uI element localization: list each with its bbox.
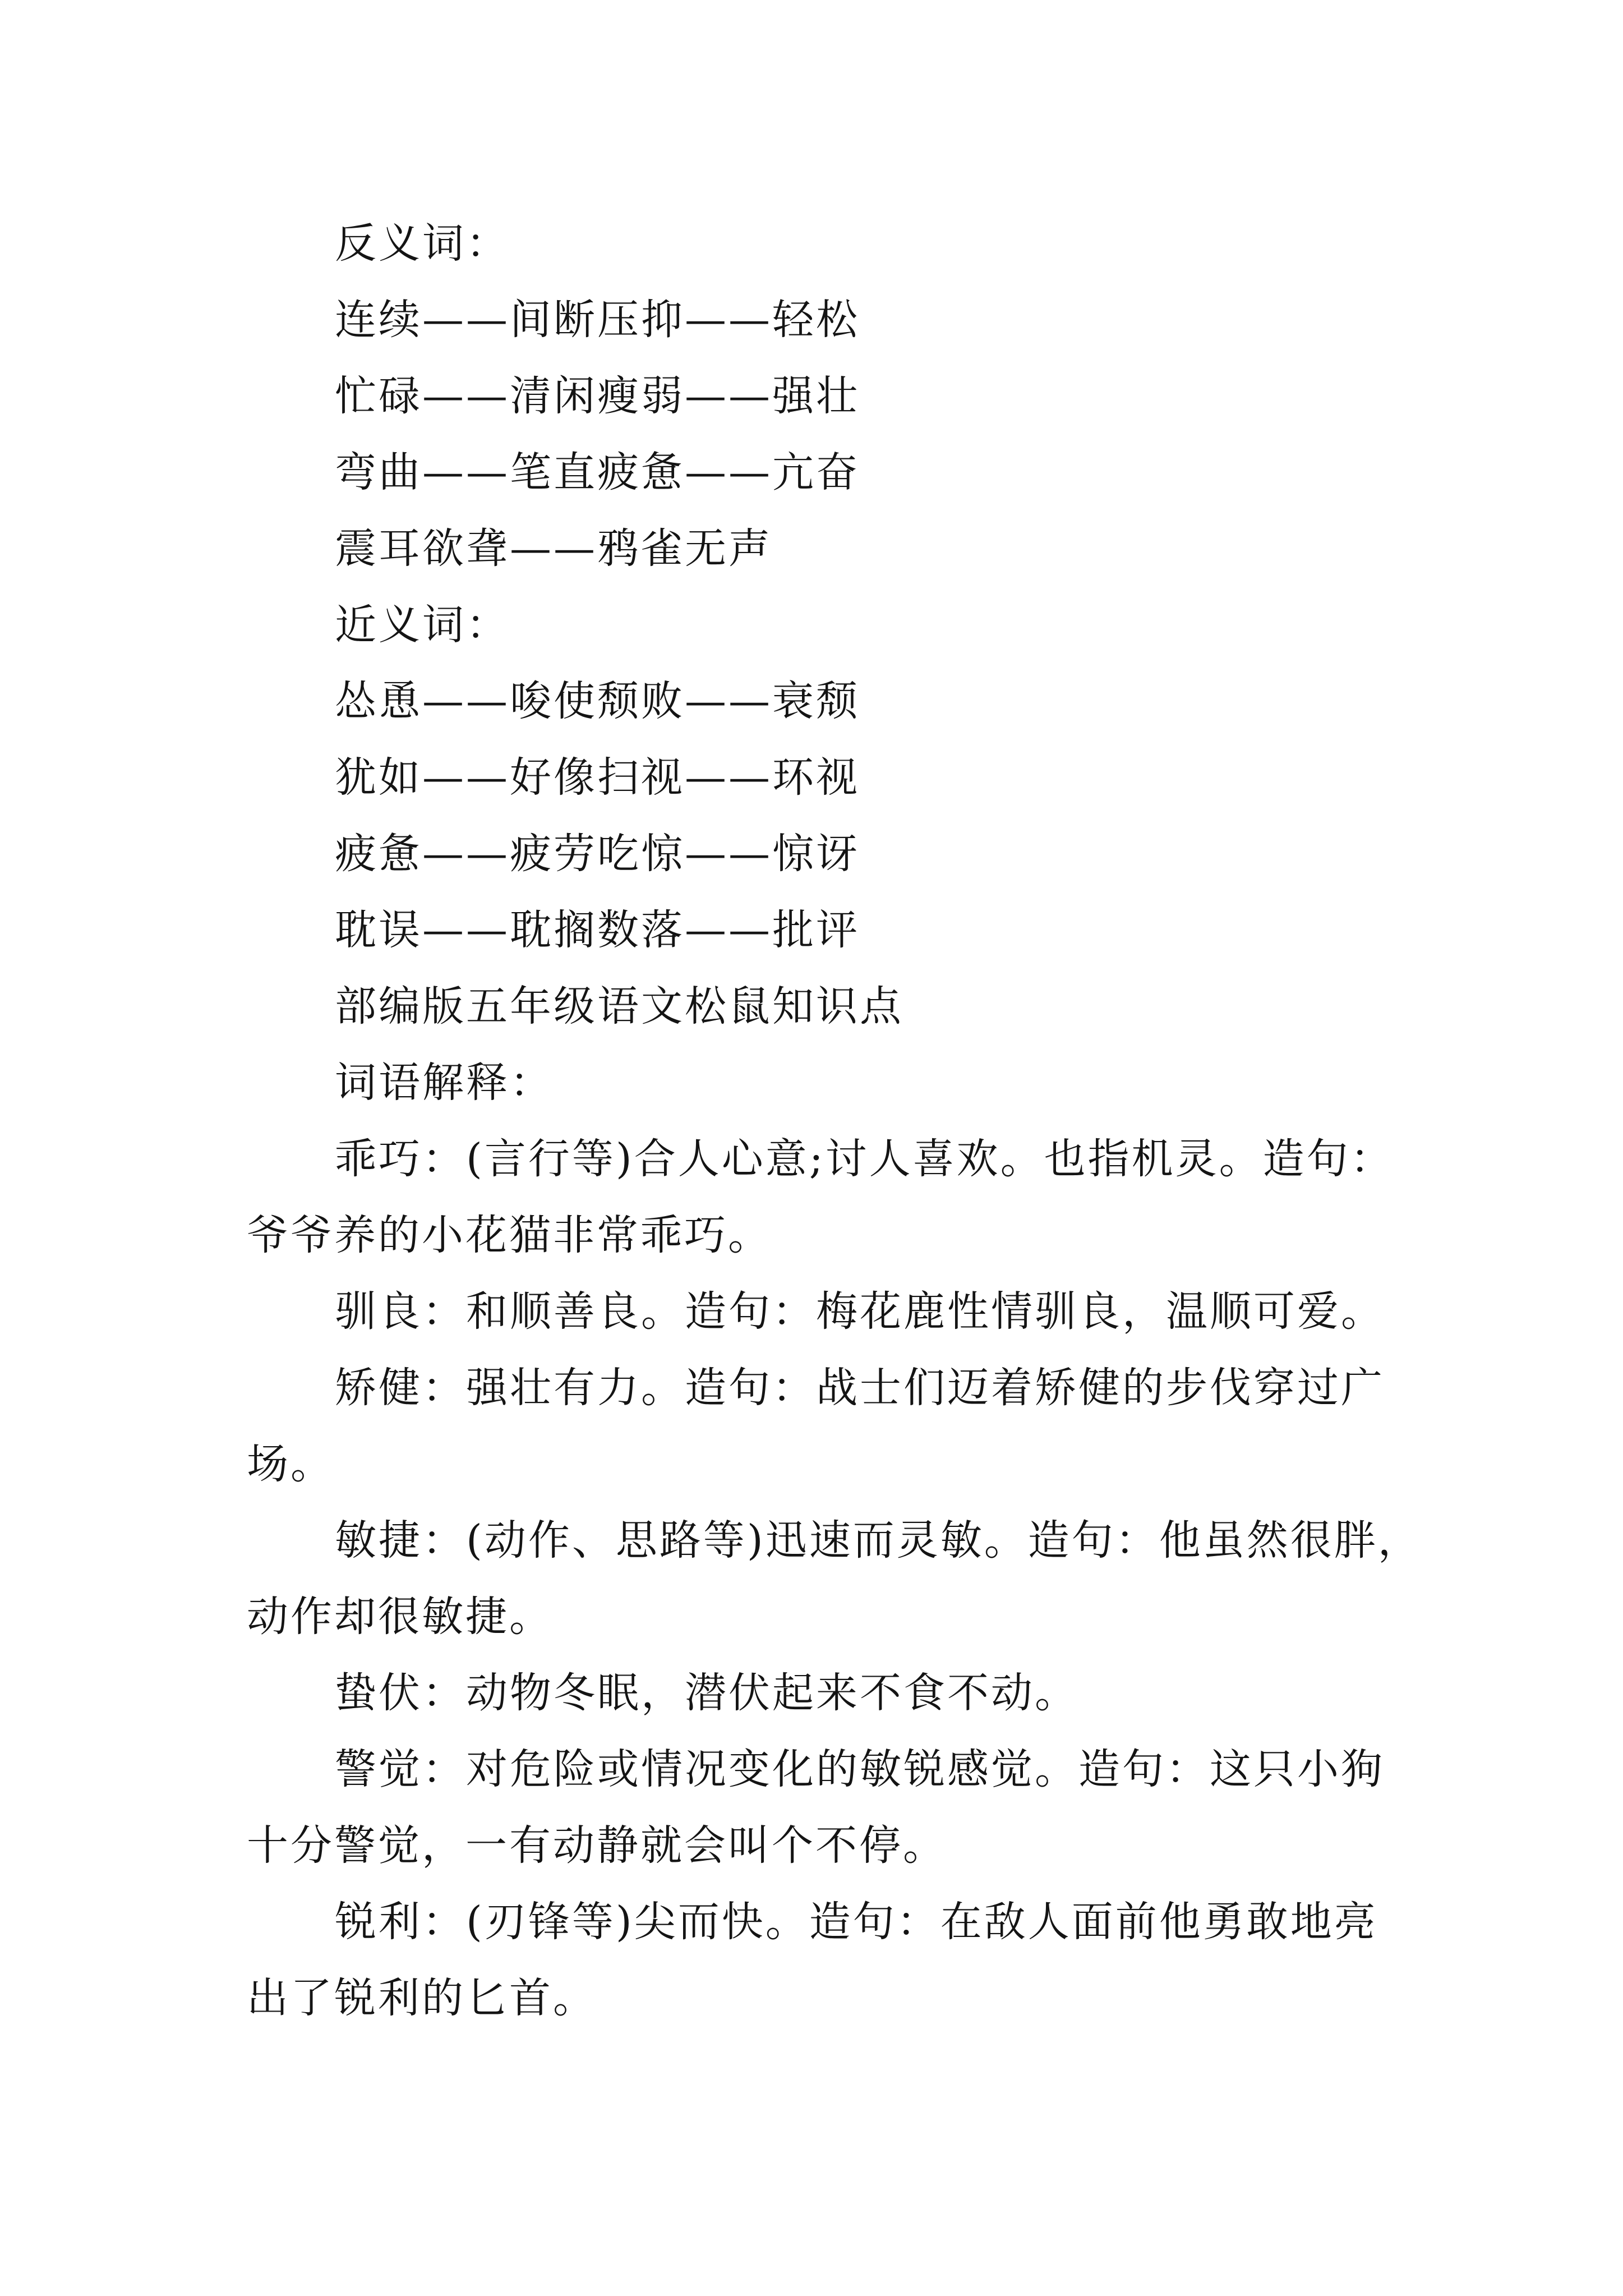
antonym-line: 忙碌——清闲瘦弱——强壮 (335, 372, 860, 420)
synonym-line: 耽误——耽搁数落——批评 (335, 906, 860, 954)
antonyms-heading: 反义词： (335, 219, 510, 268)
section-title: 部编版五年级语文松鼠知识点 (335, 982, 903, 1030)
glossary-entry: 锐利：(刃锋等)尖而快。造句：在敌人面前他勇敢地亮 (335, 1898, 1378, 1946)
glossary-entry-continuation: 爷爷养的小花猫非常乖巧。 (247, 1211, 772, 1259)
glossary-entry-continuation: 场。 (247, 1440, 334, 1488)
glossary-entry-continuation: 动作却很敏捷。 (247, 1593, 553, 1641)
glossary-heading: 词语解释： (335, 1059, 554, 1107)
glossary-entry: 敏捷：(动作、思路等)迅速而灵敏。造句：他虽然很胖， (335, 1516, 1422, 1565)
glossary-entry-continuation: 出了锐利的匕首。 (247, 1974, 597, 2022)
antonym-line: 震耳欲聋——鸦雀无声 (335, 524, 772, 573)
antonym-line: 弯曲——笔直疲惫——亢奋 (335, 448, 860, 496)
synonym-line: 犹如——好像扫视——环视 (335, 753, 860, 802)
synonym-line: 疲惫——疲劳吃惊——惊讶 (335, 830, 860, 878)
synonyms-heading: 近义词： (335, 601, 510, 649)
document-body (247, 205, 1422, 2036)
glossary-entry: 矫健：强壮有力。造句：战士们迈着矫健的步伐穿过广 (335, 1364, 1385, 1412)
glossary-entry: 蛰伏：动物冬眠，潜伏起来不食不动。 (335, 1669, 1078, 1717)
glossary-entry: 乖巧：(言行等)合人心意;讨人喜欢。也指机灵。造句： (335, 1135, 1394, 1183)
glossary-entry: 警觉：对危险或情况变化的敏锐感觉。造句：这只小狗 (335, 1745, 1385, 1793)
synonym-line: 怂恿——唆使颓败——衰颓 (335, 677, 860, 725)
antonym-line: 连续——间断压抑——轻松 (335, 296, 860, 344)
glossary-entry: 驯良：和顺善良。造句：梅花鹿性情驯良，温顺可爱。 (335, 1287, 1385, 1336)
glossary-entry-continuation: 十分警觉，一有动静就会叫个不停。 (247, 1821, 947, 1870)
